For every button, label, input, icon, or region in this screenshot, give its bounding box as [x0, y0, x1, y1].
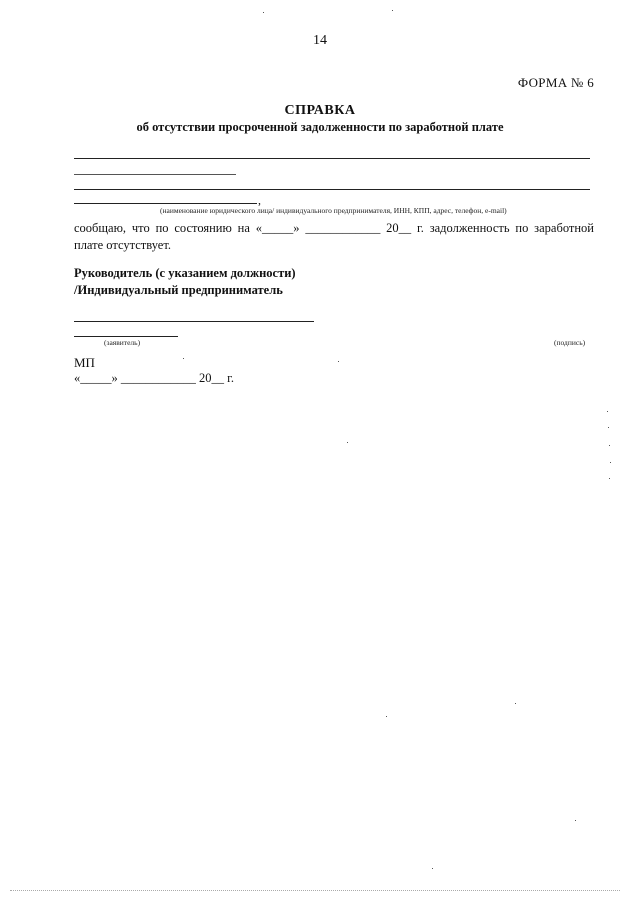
scan-speck: [386, 716, 387, 717]
scan-speck: [392, 10, 393, 11]
signatory-subtitle: /Индивидуальный предприниматель: [74, 283, 283, 297]
page-number: 14: [313, 33, 327, 48]
applicant-line-2[interactable]: [74, 174, 236, 175]
statement-text: сообщаю, что по состоянию на «_____» ____________ 20__ г. задолженность по заработной плате отсутствует.: [74, 221, 594, 252]
applicant-line-4[interactable]: [74, 203, 257, 204]
signature-line[interactable]: [74, 321, 314, 322]
applicant-name-line[interactable]: [74, 336, 178, 337]
stamp-label: МП: [74, 355, 95, 370]
applicant-line-3[interactable]: [74, 189, 590, 190]
document-subtitle: об отсутствии просроченной задолженности по заработной плате: [136, 120, 504, 134]
applicant-line-1[interactable]: [74, 158, 590, 159]
scan-speck: [432, 868, 433, 869]
signatory-block: [74, 265, 296, 299]
signature-label: (подпись): [554, 338, 586, 347]
document-title: СПРАВКА: [284, 103, 356, 118]
scan-speck: [575, 820, 576, 821]
applicant-label: (заявитель): [104, 338, 141, 347]
scan-speck: [263, 12, 264, 13]
scan-speck: [515, 703, 516, 704]
scan-speck: [347, 442, 348, 443]
applicant-caption: (наименование юридического лица/ индивидуального предпринимателя, ИНН, КПП, адрес, телефон, e-mail): [160, 206, 507, 215]
signatory-title: Руководитель (с указанием должности): [74, 266, 296, 280]
scan-speck: [609, 445, 610, 446]
scan-speck: [338, 361, 339, 362]
scan-speck: [607, 411, 608, 412]
date-field[interactable]: «_____» ____________ 20__ г.: [74, 371, 234, 385]
form-number: ФОРМА № 6: [517, 75, 594, 90]
scan-speck: [609, 478, 610, 479]
scan-speck: [608, 427, 609, 428]
scan-speck: [610, 462, 611, 463]
bottom-scan-artifact: [10, 890, 620, 891]
scan-speck: [183, 358, 184, 359]
applicant-comma: ,: [258, 193, 261, 207]
